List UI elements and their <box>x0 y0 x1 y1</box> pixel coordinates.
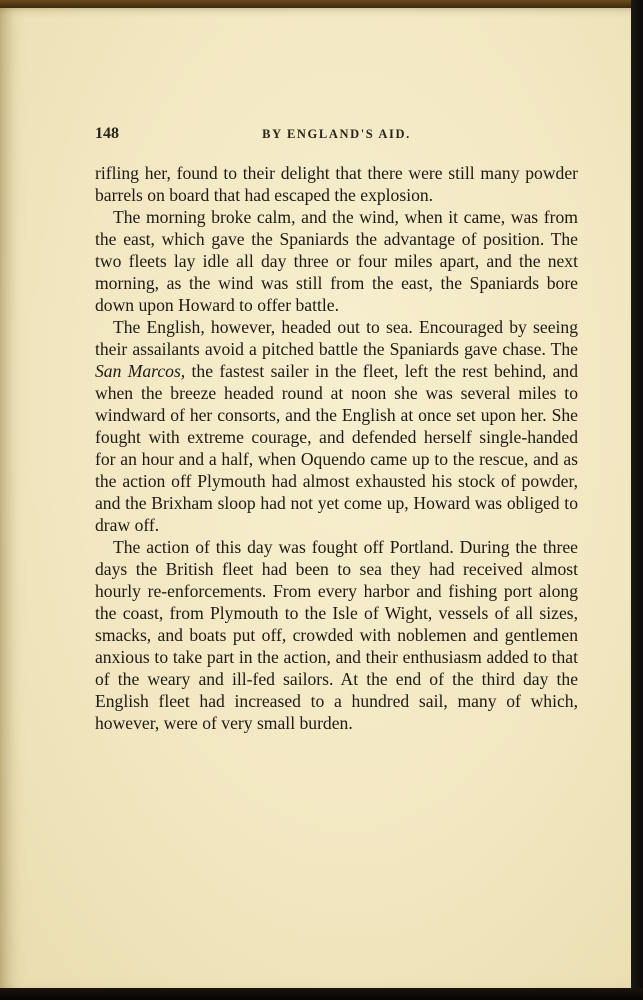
body-text <box>95 162 578 734</box>
paragraph-san-marcos <box>95 316 578 536</box>
paragraph-morning-calm: The morning broke calm, and the wind, when it came, was from the east, which gave the Spaniards the advantage of position. The two fleets lay idle all day three or four miles apart, and the next morning, as the wind was still from the east, the Spaniards bore down upon Howard to offer battle. <box>95 207 578 315</box>
paragraph-portland-action: The action of this day was fought off Portland. During the three days the British fleet had been to sea they had received almost hourly re-enforcements. From every harbor and fishing port along the coast, from Plymouth to the Isle of Wight, vessels of all sizes, smacks, and boats put off, crowded with noblemen and gentlemen anxious to take part in the action, and their enthusiasm added to that of the weary and ill-fed sailors. At the end of the third day the English fleet had increased to a hundred sail, many of which, however, were of very small burden. <box>95 537 578 733</box>
paragraph-continuation: rifling her, found to their delight that there were still many powder barrels on board that had escaped the explosion. <box>95 163 578 205</box>
paragraph-san-marcos-text-end: the fastest sailer in the fleet, left the rest behind, and when the breeze headed round at noon she was several miles to windward of her consorts, and the English at once set upon her. She fought with extreme courage, and defended herself single-handed for an hour and a half, when Oquendo came up to the rescue, and as the action off Plymouth had almost exhausted his stock of powder, and the Brixham sloop had not yet come up, Howard was obliged to draw off. <box>95 361 578 535</box>
page-number: 148 <box>95 125 119 142</box>
book-binding-edge <box>631 0 643 1000</box>
paragraph-san-marcos-text-start: The English, however, headed out to sea. Encouraged by seeing their assailants avoid a pitched battle the Spaniards gave chase. The <box>95 317 578 359</box>
page-bottom-edge <box>0 988 643 1000</box>
page-top-edge <box>0 0 643 8</box>
running-head-title: BY ENGLAND'S AID. <box>262 127 411 141</box>
running-head <box>95 125 578 145</box>
ship-name-italic: San Marcos, <box>95 361 186 381</box>
book-page <box>0 6 633 990</box>
